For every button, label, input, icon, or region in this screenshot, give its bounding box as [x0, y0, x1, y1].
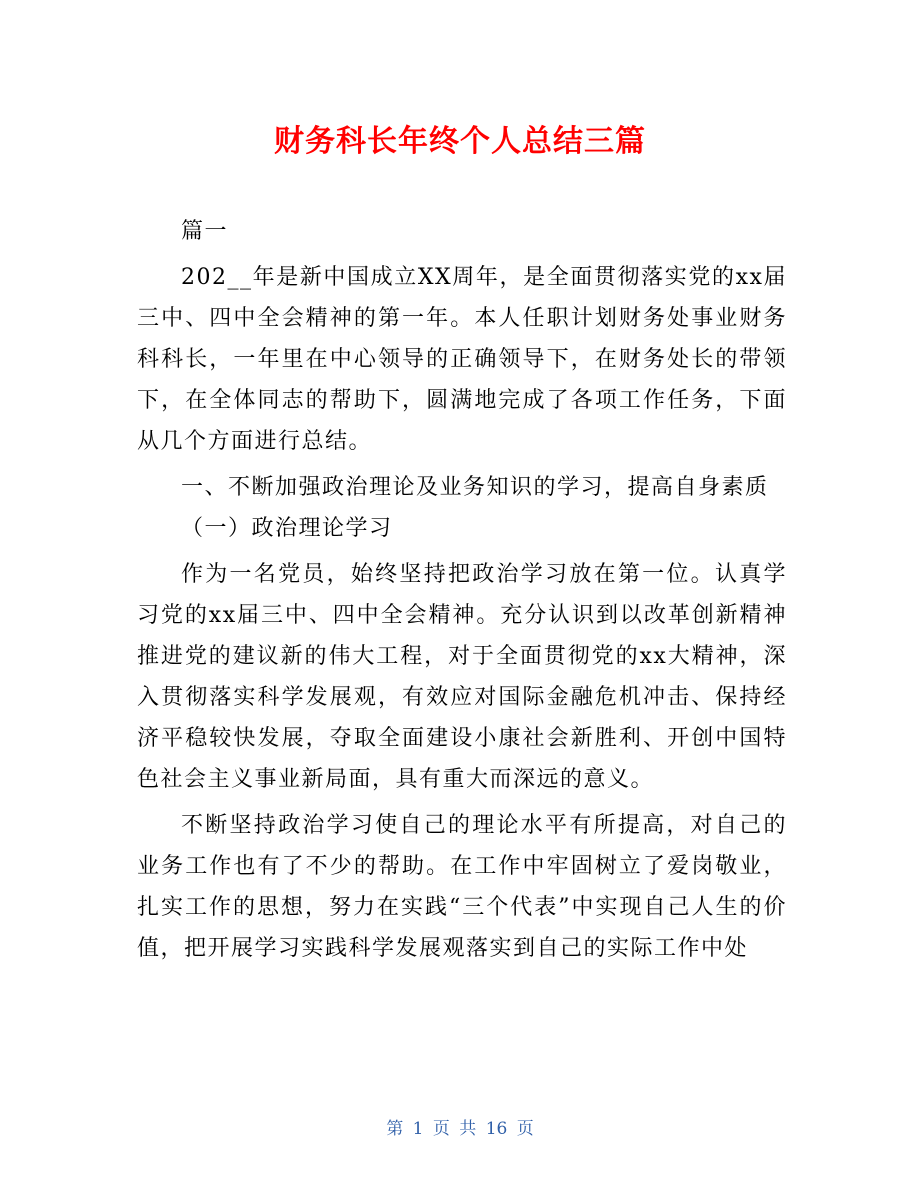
- intro-paragraph: 202__年是新中国成立XX周年，是全面贯彻落实党的xx届三中、四中全会精神的第一年。本人任职计划财务处事业财务科科长，一年里在中心领导的正确领导下，在财务处长的带领下，在全体同志的帮助下，圆满地完成了各项工作任务，下面从几个方面进行总结。: [137, 265, 787, 454]
- section-heading-study: 一、不断加强政治理论及业务知识的学习，提高自身素质: [181, 475, 769, 500]
- subsection-heading-political-theory: （一）政治理论学习: [181, 516, 393, 541]
- page-number-footer: 第 1 页 共 16 页: [386, 1119, 534, 1139]
- section-heading-part-one: 篇一: [181, 219, 229, 244]
- study-benefit-paragraph: 不断坚持政治学习使自己的理论水平有所提高，对自己的业务工作也有了不少的帮助。在工作中牢固树立了爱岗敬业，扎实工作的思想，努力在实践“三个代表”中实现自己人生的价值，把开展学习实践科学发展观落实到自己的实际工作中处: [137, 813, 787, 961]
- document-body: [137, 211, 787, 969]
- political-study-paragraph: 作为一名党员，始终坚持把政治学习放在第一位。认真学习党的xx届三中、四中全会精神。充分认识到以改革创新精神推进党的建议新的伟大工程，对于全面贯彻党的xx大精神，深入贯彻落实科学发展观，有效应对国际金融危机冲击、保持经济平稳较快发展，夺取全面建设小康社会新胜利、开创中国特色社会主义事业新局面，具有重大而深远的意义。: [137, 562, 787, 792]
- document-title: 财务科长年终个人总结三篇: [274, 124, 646, 159]
